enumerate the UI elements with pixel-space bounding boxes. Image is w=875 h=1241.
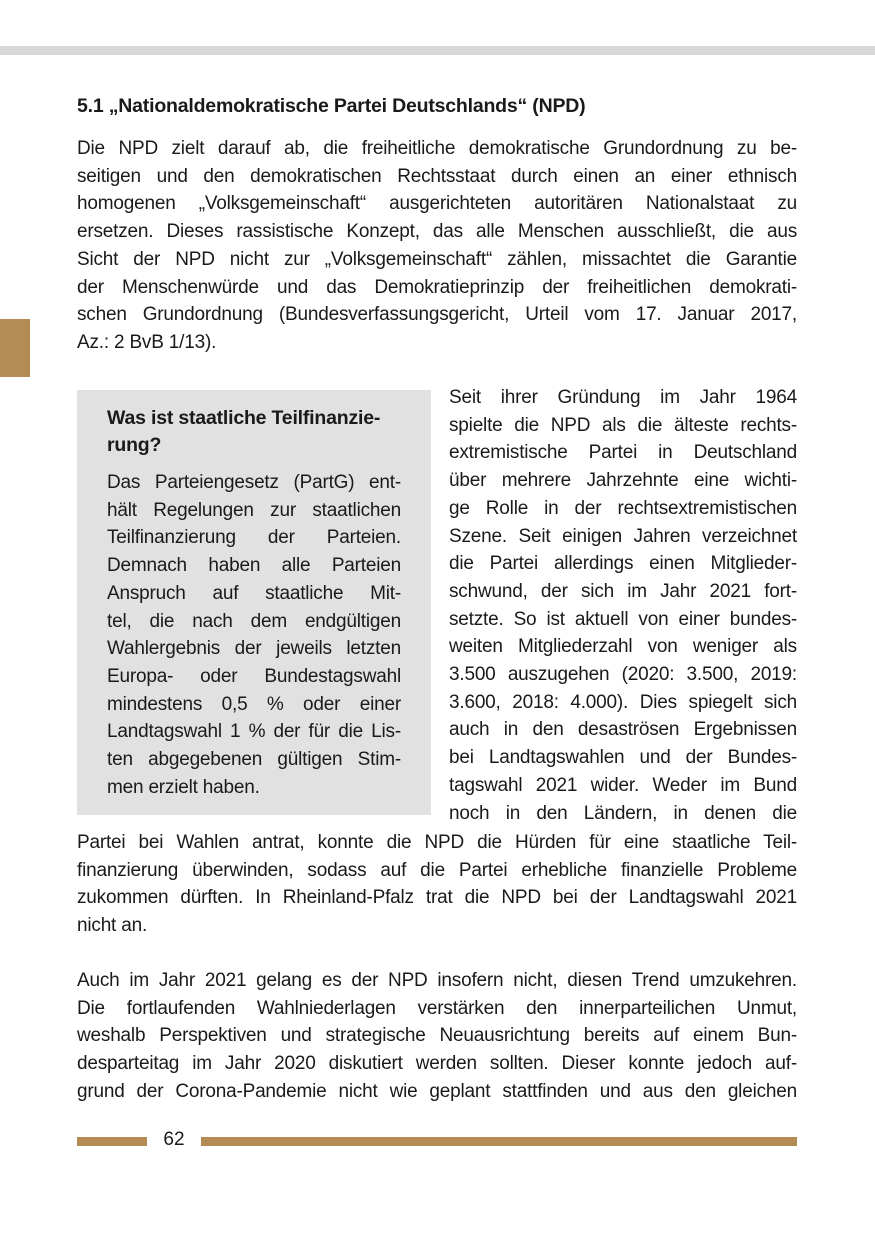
- text-line: Die fortlaufenden Wahlniederlagen verstärken den innerparteilichen Unmut,: [77, 997, 797, 1019]
- text-line: zukommen dürften. In Rheinland-Pfalz trat die NPD bei der Landtagswahl 2021: [77, 887, 797, 909]
- info-text-line: Das Parteiengesetz (PartG) ent-: [107, 472, 401, 493]
- footer-bar-left: [77, 1137, 147, 1146]
- text-line: 3.600, 2018: 4.000). Dies spiegelt sich: [449, 691, 797, 713]
- text-line: tagswahl 2021 wider. Weder im Bund: [449, 774, 797, 796]
- text-line: spielte die NPD als die älteste rechts-: [449, 414, 797, 436]
- text-line: Szene. Seit einigen Jahren verzeichnet: [449, 525, 797, 547]
- text-line: nicht an.: [77, 915, 148, 937]
- text-line: ersetzen. Dieses rassistische Konzept, das alle Menschen ausschließt, die aus: [77, 221, 797, 243]
- info-text-line: men erzielt haben.: [107, 776, 260, 798]
- footer-bar-right: [201, 1137, 797, 1146]
- text-line: der Menschenwürde und das Demokratieprinzip der freiheitlichen demokrati-: [77, 276, 797, 298]
- info-text-line: mindestens 0,5 % oder einer: [107, 693, 401, 715]
- text-line: auch in den desaströsen Ergebnissen: [449, 719, 797, 741]
- text-line: extremistische Partei in Deutschland: [449, 442, 797, 464]
- text-line: über mehrere Jahrzehnte eine wichti-: [449, 470, 797, 492]
- info-text-line: Demnach haben alle Parteien: [107, 555, 401, 577]
- closing-paragraph: [77, 967, 797, 1106]
- info-box-title: [107, 405, 401, 459]
- info-text-line: tel, die nach dem endgültigen: [107, 610, 401, 632]
- text-line: ge Rolle in der rechtsextremistischen: [449, 497, 797, 519]
- text-line: Auch im Jahr 2021 gelang es der NPD insofern nicht, diesen Trend umzukehren.: [77, 970, 797, 991]
- info-box-text: [107, 469, 401, 801]
- text-line: weiten Mitgliederzahl von weniger als: [449, 636, 797, 658]
- text-line: noch in den Ländern, in denen die: [449, 802, 797, 824]
- right-column-paragraph: [449, 384, 797, 827]
- text-line: finanzierung überwinden, sodass auf die Partei erhebliche finanzielle Probleme: [77, 859, 797, 881]
- text-line: setzte. So ist aktuell von einer bundes-: [449, 608, 797, 630]
- text-line: bei Landtagswahlen und der Bundes-: [449, 747, 797, 769]
- text-line: Az.: 2 BvB 1/13).: [77, 331, 217, 353]
- info-text-line: Europa- oder Bundestagswahl: [107, 665, 401, 687]
- continuation-paragraph: [77, 829, 797, 940]
- info-title-line: Was ist staatliche Teilfinanzie-: [107, 407, 381, 429]
- info-text-line: ten abgegebenen gültigen Stim-: [107, 749, 401, 771]
- info-text-line: Wahlergebnis der jeweils letzten: [107, 638, 401, 660]
- text-line: Die NPD zielt darauf ab, die freiheitliche demokratische Grundordnung zu be-: [77, 138, 797, 159]
- top-rule: [0, 46, 875, 55]
- text-line: Sicht der NPD nicht zur „Volksgemeinschaft“ zählen, missachtet die Garantie: [77, 248, 797, 270]
- info-title-line: rung?: [107, 434, 162, 456]
- text-line: Partei bei Wahlen antrat, konnte die NPD die Hürden für eine staatliche Teil-: [77, 832, 797, 853]
- text-line: die Partei allerdings einen Mitglieder-: [449, 553, 797, 575]
- text-line: homogenen „Volksgemeinschaft“ ausgerichteten autoritären Nationalstaat zu: [77, 193, 797, 215]
- page-number: 62: [163, 1129, 185, 1150]
- text-line: seitigen und den demokratischen Rechtsstaat durch einen an einer ethnisch: [77, 165, 797, 187]
- info-text-line: Anspruch auf staatliche Mit-: [107, 582, 401, 604]
- info-text-line: Landtagswahl 1 % der für die Lis-: [107, 721, 401, 743]
- text-line: 3.500 auszugehen (2020: 3.500, 2019:: [449, 664, 797, 686]
- intro-paragraph: [77, 135, 797, 357]
- chapter-side-tab: [0, 319, 30, 377]
- section-heading: 5.1 „Nationaldemokratische Partei Deutschlands“ (NPD): [77, 95, 586, 117]
- info-box: [77, 390, 431, 815]
- info-text-line: hält Regelungen zur staatlichen: [107, 499, 401, 521]
- info-text-line: Teilfinanzierung der Parteien.: [107, 527, 401, 549]
- text-line: Seit ihrer Gründung im Jahr 1964: [449, 387, 797, 408]
- text-line: desparteitag im Jahr 2020 diskutiert werden sollten. Dieser konnte jedoch auf-: [77, 1053, 797, 1075]
- text-line: weshalb Perspektiven und strategische Neuausrichtung bereits auf einem Bun-: [77, 1025, 797, 1047]
- text-line: schwund, der sich im Jahr 2021 fort-: [449, 580, 797, 602]
- text-line: schen Grundordnung (Bundesverfassungsgericht, Urteil vom 17. Januar 2017,: [77, 304, 797, 326]
- text-line: grund der Corona-Pandemie nicht wie geplant stattfinden und aus den gleichen: [77, 1080, 797, 1102]
